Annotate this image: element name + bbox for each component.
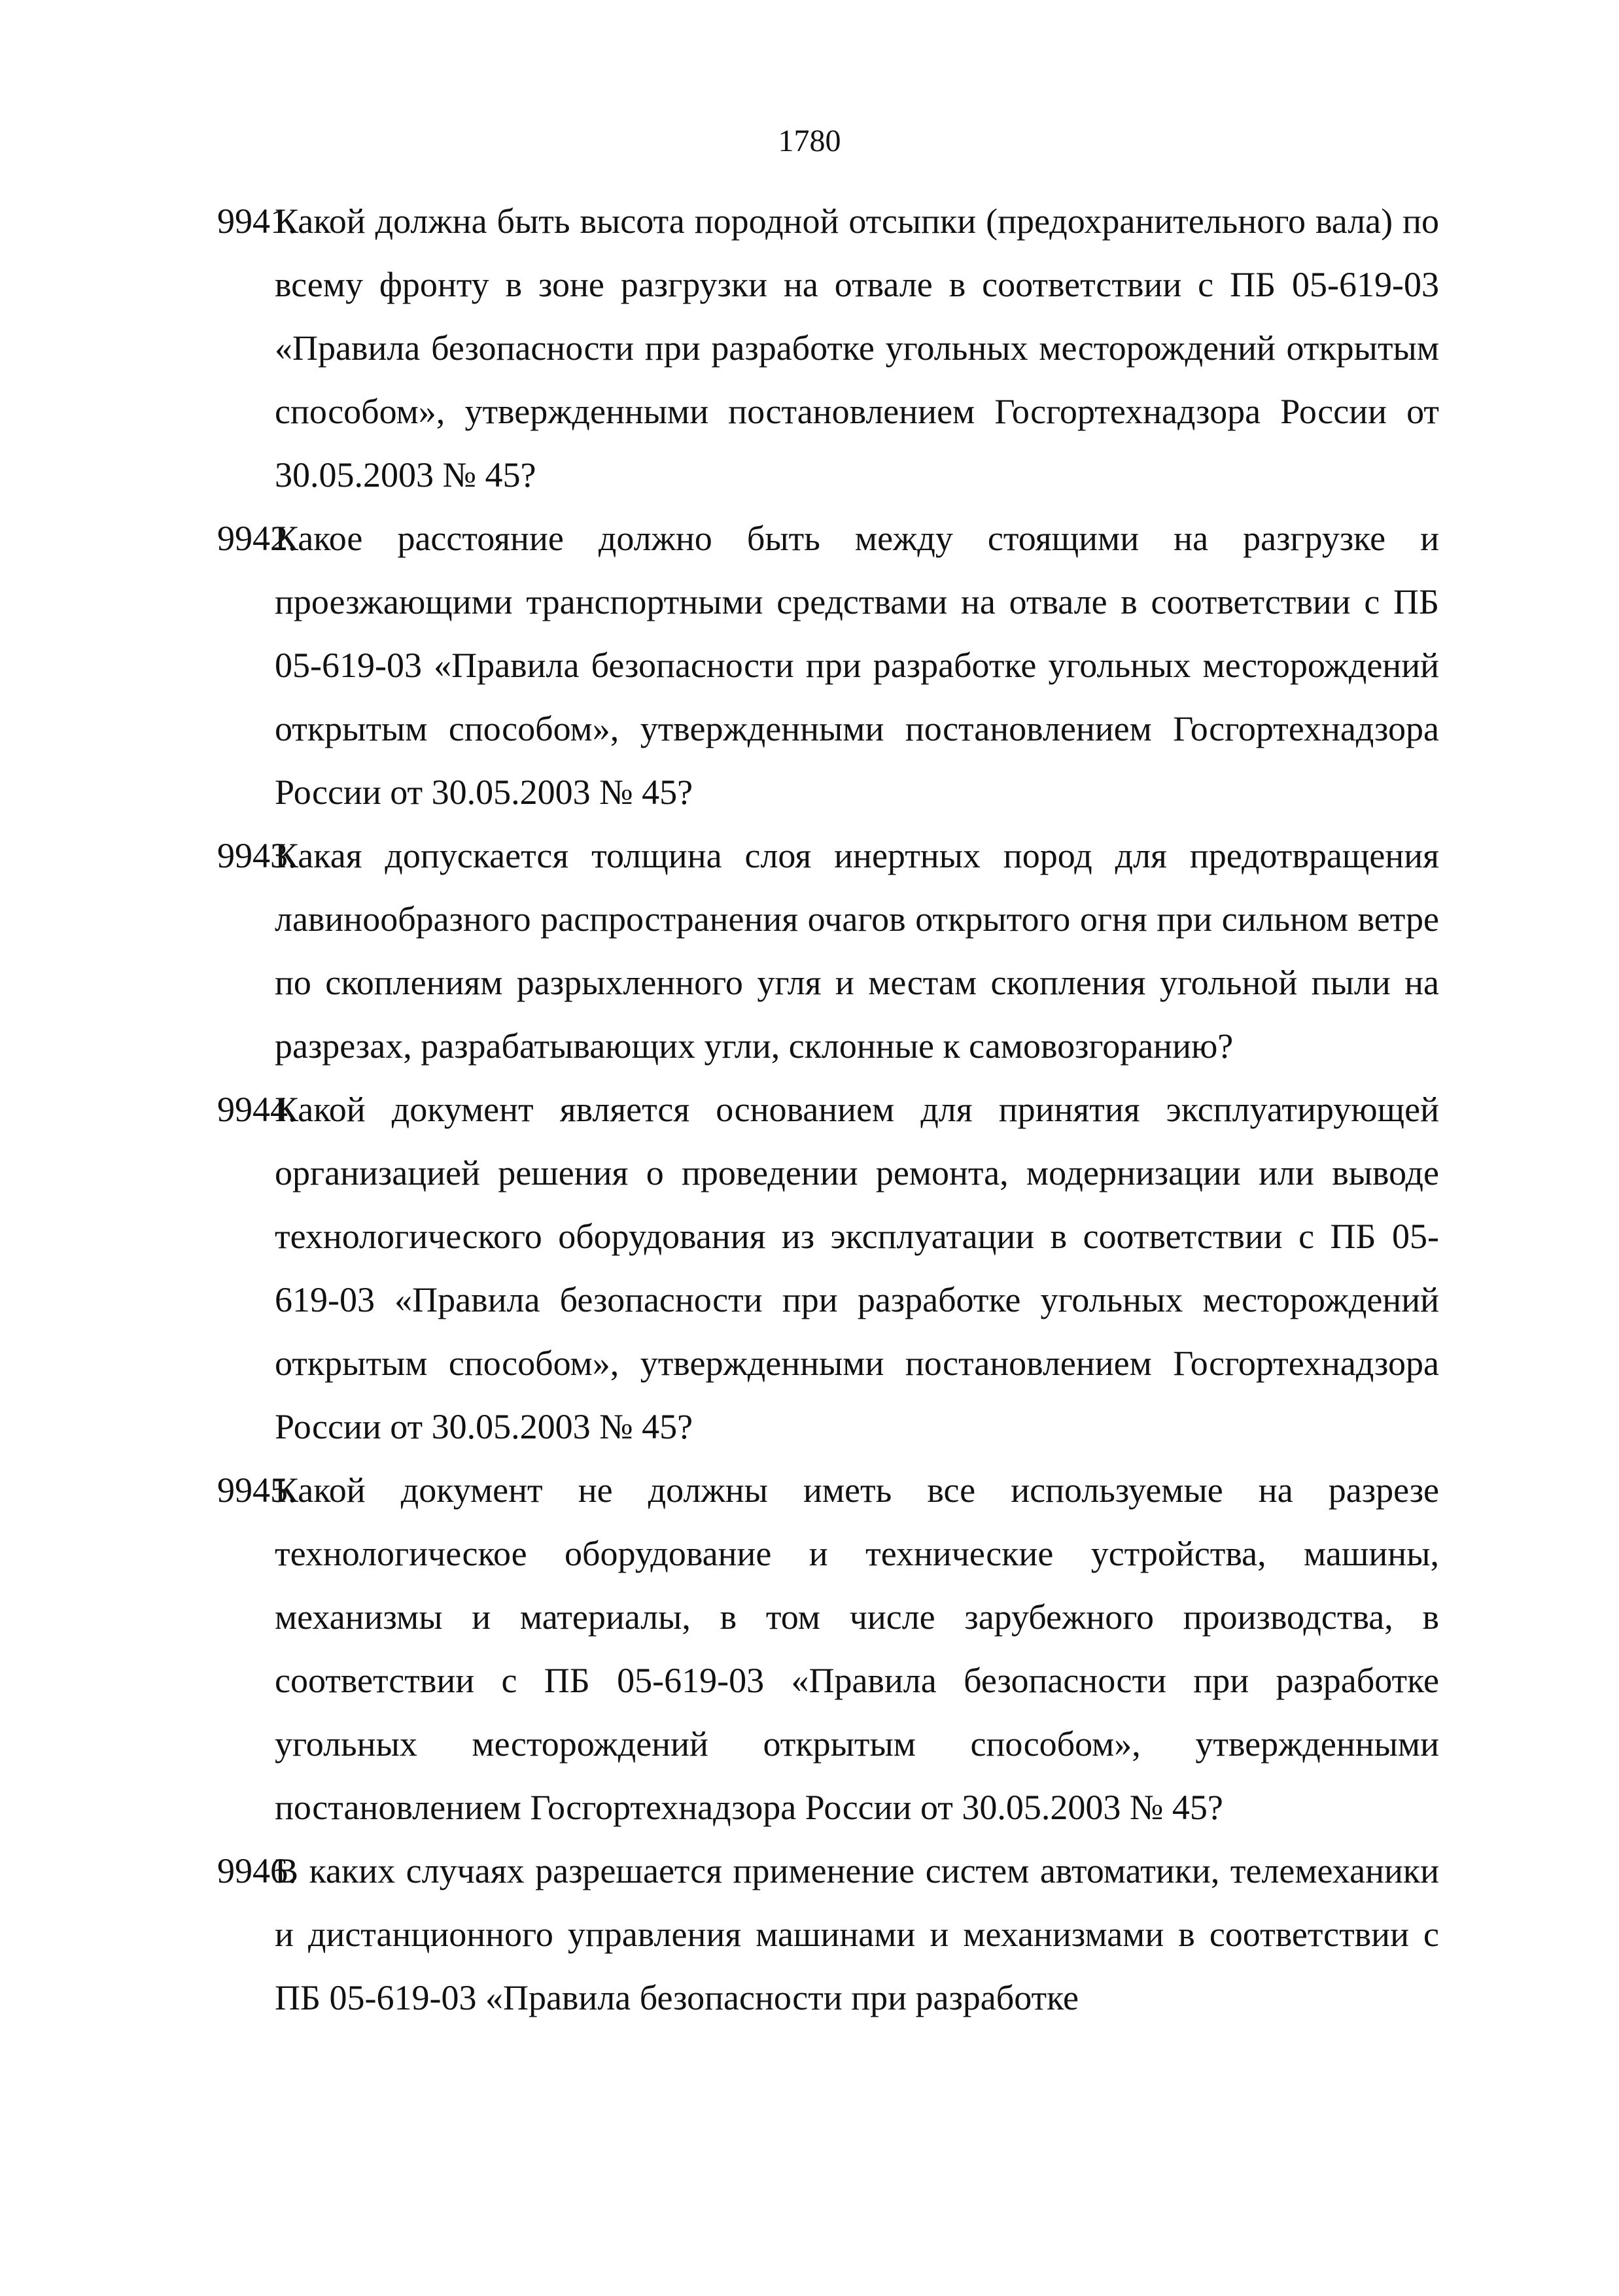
question-list — [217, 190, 1439, 2030]
question-number: 9945. — [217, 1470, 297, 1510]
question-number: 9941. — [217, 201, 297, 241]
question-item-9946 — [217, 1839, 1439, 2030]
question-text: В каких случаях разрешается применение систем автоматики, телемеханики и дистанционного управления машинами и механизмами в соответствии с ПБ 05-619-03 «Правила безопасности при разработке — [275, 1851, 1439, 2017]
question-number: 9942. — [217, 519, 297, 558]
question-text: Какой документ является основанием для принятия эксплуатирующей организацией решения о проведении ремонта, модернизации или выводе технологического оборудования из эксплуатации в соответствии с ПБ 05-619-03 «Правила безопасности при разработке угольных месторождений открытым способом», утвержденными постановлением Госгортехнадзора России от 30.05.2003 № 45? — [275, 1090, 1439, 1446]
question-number: 9943. — [217, 836, 297, 875]
question-number: 9944. — [217, 1090, 297, 1129]
question-item-9945 — [217, 1459, 1439, 1839]
question-item-9944 — [217, 1078, 1439, 1459]
question-text: Какое расстояние должно быть между стоящими на разгрузке и проезжающими транспортными средствами на отвале в соответствии с ПБ 05-619-03 «Правила безопасности при разработке угольных месторождений открытым способом», утвержденными постановлением Госгортехнадзора России от 30.05.2003 № 45? — [275, 519, 1439, 812]
question-item-9941 — [217, 190, 1439, 507]
page-number: 1780 — [778, 124, 841, 158]
question-text: Какой должна быть высота породной отсыпки (предохранительного вала) по всему фронту в зоне разгрузки на отвале в соответствии с ПБ 05-619-03 «Правила безопасности при разработке угольных месторождений открытым способом», утвержденными постановлением Госгортехнадзора России от 30.05.2003 № 45? — [275, 201, 1439, 495]
question-text: Какой документ не должны иметь все используемые на разрезе технологическое оборудование и технические устройства, машины, механизмы и материалы, в том числе зарубежного производства, в соответствии с ПБ 05-619-03 «Правила безопасности при разработке угольных месторождений открытым способом», утвержденными постановлением Госгортехнадзора России от 30.05.2003 № 45? — [275, 1470, 1439, 1827]
question-item-9942 — [217, 507, 1439, 824]
question-item-9943 — [217, 824, 1439, 1078]
question-text: Какая допускается толщина слоя инертных пород для предотвращения лавинообразного распространения очагов открытого огня при сильном ветре по скоплениям разрыхленного угля и местам скопления угольной пыли на разрезах, разрабатывающих угли, склонные к самовозгоранию? — [275, 836, 1439, 1066]
question-number: 9946. — [217, 1851, 297, 1890]
